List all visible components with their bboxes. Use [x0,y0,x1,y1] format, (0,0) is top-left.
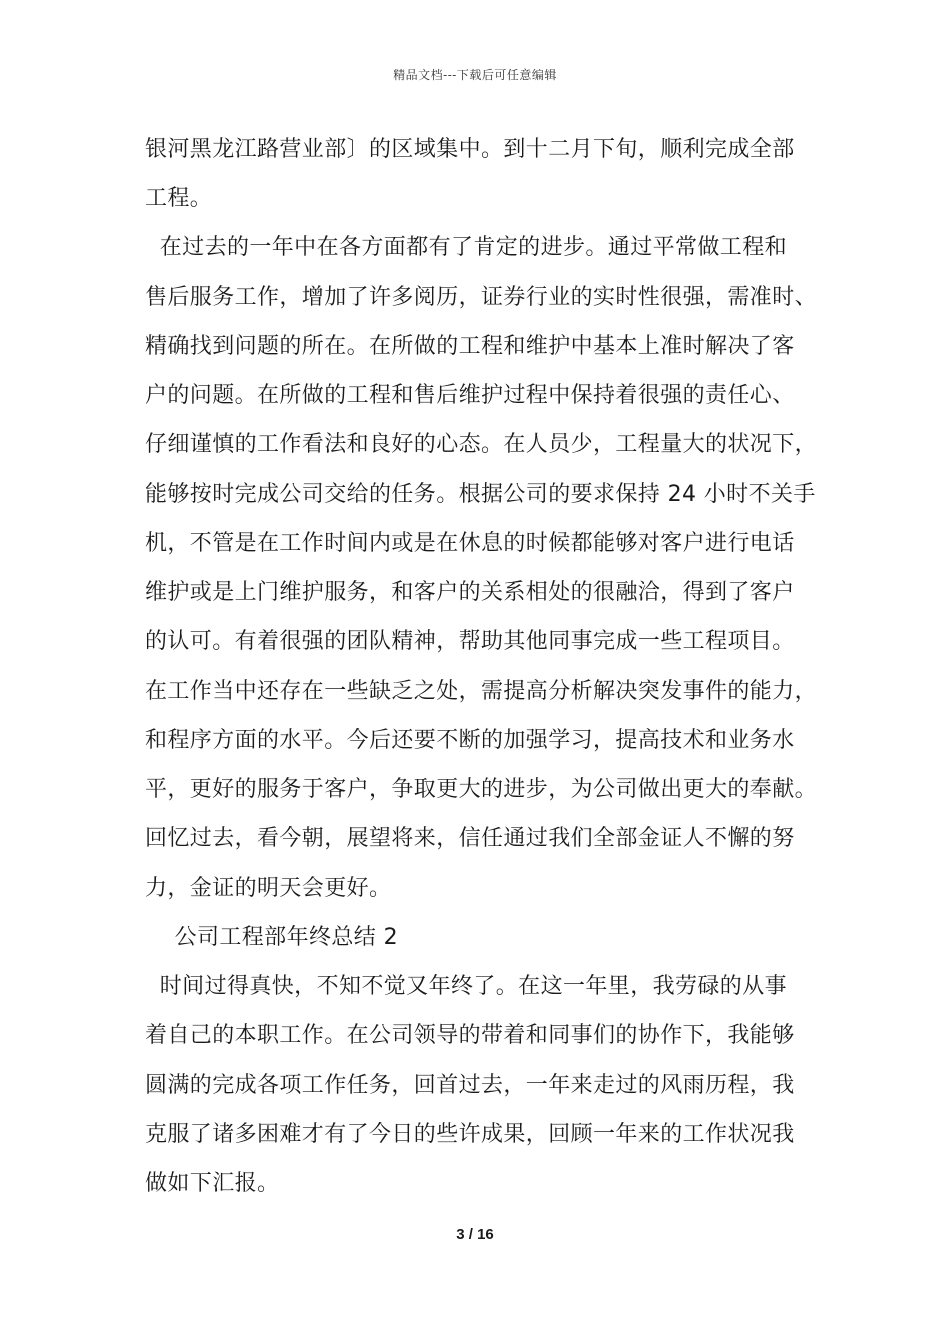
text-line: 能够按时完成公司交给的任务。根据公司的要求保持 24 小时不关手 [145,482,816,507]
section-heading: 公司工程部年终总结 2 [145,925,398,950]
text-line: 户的问题。在所做的工程和售后维护过程中保持着很强的责任心、 [145,383,795,408]
text-line: 力，金证的明天会更好。 [145,876,392,901]
text-line: 圆满的完成各项工作任务，回首过去，一年来走过的风雨历程，我 [145,1073,795,1098]
text-line: 时间过得真快，不知不觉又年终了。在这一年里，我劳碌的从事 [145,974,787,999]
text-line: 工程。 [145,186,213,211]
text-line: 着自己的本职工作。在公司领导的带着和同事们的协作下，我能够 [145,1023,795,1048]
text-line: 的认可。有着很强的团队精神，帮助其他同事完成一些工程项目。 [145,629,795,654]
page-header: 精品文档---下载后可任意编辑 [393,68,557,82]
text-line: 克服了诸多困难才有了今日的些许成果，回顾一年来的工作状况我 [145,1122,795,1147]
text-line: 仔细谨慎的工作看法和良好的心态。在人员少，工程量大的状况下， [145,432,818,457]
text-line: 机，不管是在工作时间内或是在休息的时候都能够对客户进行电话 [145,531,795,556]
text-line: 和程序方面的水平。今后还要不断的加强学习，提高技术和业务水 [145,728,795,753]
text-line: 做如下汇报。 [145,1171,280,1196]
text-line: 维护或是上门维护服务，和客户的关系相处的很融洽，得到了客户 [145,580,795,605]
text-line: 银河黑龙江路营业部〕的区域集中。到十二月下旬，顺利完成全部 [145,137,795,162]
text-line: 在工作当中还存在一些缺乏之处，需提高分析解决突发事件的能力， [145,679,818,704]
text-line: 平，更好的服务于客户，争取更大的进步，为公司做出更大的奉献。 [145,777,818,802]
text-line: 售后服务工作，增加了许多阅历，证券行业的实时性很强，需准时、 [145,285,818,310]
text-line: 精确找到问题的所在。在所做的工程和维护中基本上准时解决了客 [145,334,795,359]
page-number: 3 / 16 [456,1226,494,1243]
text-line: 回忆过去，看今朝，展望将来，信任通过我们全部金证人不懈的努 [145,826,795,851]
text-line: 在过去的一年中在各方面都有了肯定的进步。通过平常做工程和 [145,235,787,260]
